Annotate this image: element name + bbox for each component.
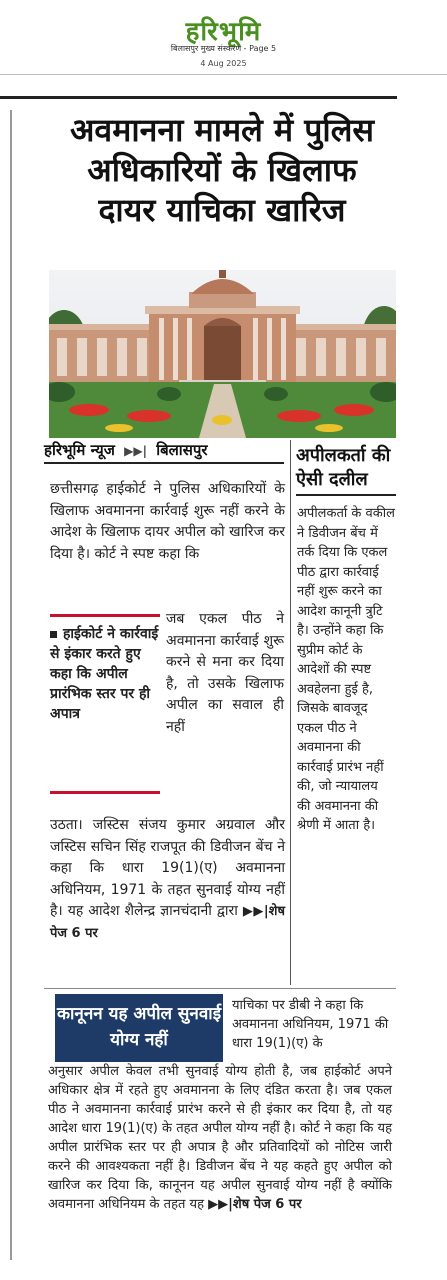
article-paragraph-2-text: उठता। जस्टिस संजय कुमार अग्रवाल और जस्टिस सचिन सिंह राजपूत की डिवीजन बेंच ने कहा कि धारा 19(1)(ए) अवमानना अधिनियम, 1971 के तहत सुनवाई योग्य नहीं है। यह आदेश शैलेन्द्र ज्ञानचंदानी द्वारा <box>50 817 285 919</box>
headline-line: अवमानना मामले में पुलिस <box>69 111 375 149</box>
pull-quote <box>50 608 160 794</box>
headline <box>44 110 400 230</box>
headline-line: दायर याचिका खारिज <box>98 191 346 229</box>
column-divider <box>290 440 291 985</box>
article-paragraph-2 <box>50 815 285 944</box>
masthead-logo: हरिभूमि <box>185 17 262 47</box>
pull-quote-top-rule <box>50 614 160 617</box>
article-paragraph-continued: जब एकल पीठ ने अवमानना कार्रवाई शुरू करने से मना कर दिया है, तो उसके खिलाफ अपील का सवाल ही नहीं <box>166 611 284 735</box>
box-heading: कानूनन यह अपील सुनवाई योग्य नहीं <box>55 994 223 1062</box>
box-text-body: अनुसार अपील केवल तभी सुनवाई योग्य होती है, जब हाईकोर्ट अपने अधिकार क्षेत्र में रहते हुए अवमानना के लिए दंडित करता है। जब एकल पीठ ने अवमानना कार्रवाई प्रारंभ करने से ही इंकार कर दिया है, तो यह आदेश धारा 19(1)(ए) के तहत अपील योग्य नहीं है। कोर्ट ने कहा कि यह अपील प्रारंभिक स्तर पर ही अपात्र है और प्रतिवादियों को नोटिस जारी करने की आवश्यकता नहीं है। डिवीजन बेंच ने यह कहते हुए अपील को खारिज कर दिया कि, कानूनन यह अपील सुनवाई योग्य नहीं है क्योंकि अवमानना अधिनियम के तहत यह <box>48 1064 392 1212</box>
adjacent-column-edge <box>0 110 12 1260</box>
high-court-photo <box>49 270 396 438</box>
article-top-rule <box>0 96 397 99</box>
pull-quote-label: हाईकोर्ट ने कार्रवाई से इंकार करते हुए कहा कि अपील प्रारंभिक स्तर पर ही अपात्र <box>50 626 159 722</box>
byline-place: बिलासपुर <box>156 441 208 459</box>
edition-label: बिलासपुर मुख्य संस्करण - Page 5 <box>170 44 277 53</box>
edition-date: 4 Aug 2025 <box>200 59 247 68</box>
byline <box>44 438 284 464</box>
article-paragraph: छत्तीसगढ़ हाईकोर्ट ने पुलिस अधिकारियों के खिलाफ अवमानना कार्रवाई शुरू नहीं करने के आदेश के खिलाफ दायर अपील को खारिज कर दिया है। कोर्ट ने स्पष्ट कहा कि <box>50 481 285 562</box>
byline-arrow-icon: ▶▶| <box>124 444 147 458</box>
pull-quote-text <box>50 624 160 724</box>
box-continued-link[interactable]: ▶▶|शेष पेज 6 पर <box>208 1197 302 1212</box>
section-divider <box>44 988 396 989</box>
byline-source: हरिभूमि न्यूज <box>44 441 115 459</box>
sidebar-heading: अपीलकर्ता की ऐसी दलील <box>296 444 396 496</box>
headline-line: अधिकारियों के खिलाफ <box>87 151 357 189</box>
pull-quote-bottom-rule <box>50 791 160 794</box>
bullet-icon <box>50 631 57 638</box>
continued-link[interactable]: ▶▶|शेष पेज 6 पर <box>50 904 285 941</box>
box-text-top: याचिका पर डीबी ने कहा कि अवमानना अधिनियम, 1971 की धारा 19(1)(ए) के <box>232 998 389 1051</box>
sidebar-text: अपीलकर्ता के वकील ने डिवीजन बेंच में तर्क दिया कि एकल पीठ द्वारा कार्रवाई नहीं शुरू करने का आदेश कानूनी त्रुटि है। उन्होंने कहा कि सुप्रीम कोर्ट के आदेशों की स्पष्ट अवहेलना हुई है, जिसके बावजूद एकल पीठ ने अवमानना की कार्रवाई प्रारंभ नहीं की, जो न्यायालय की अवमानना की श्रेणी में आता है। <box>297 506 395 833</box>
top-divider <box>0 74 447 75</box>
box-text <box>48 1062 392 1214</box>
